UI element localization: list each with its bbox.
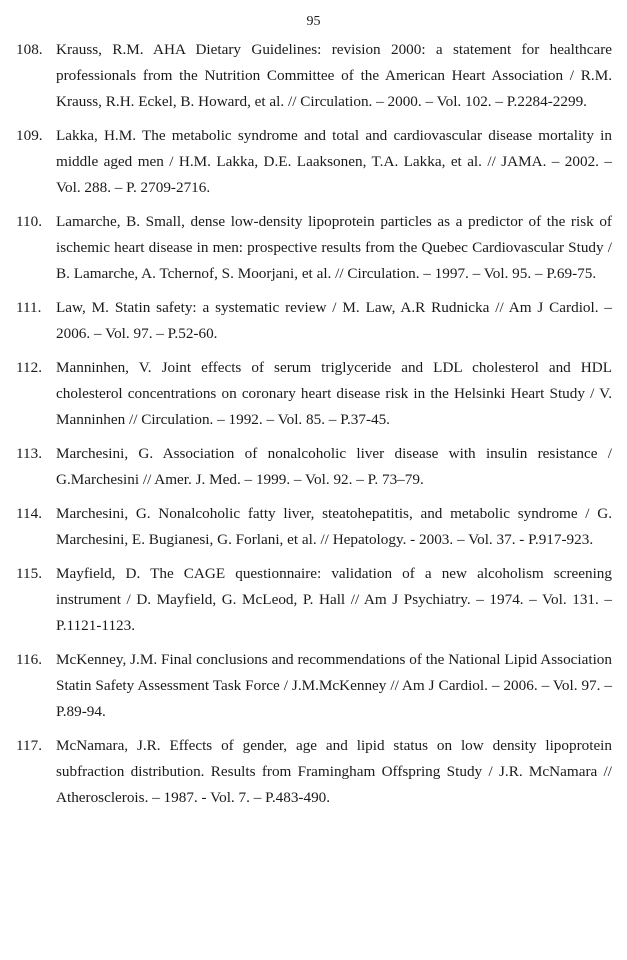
reference-item-112 [0,355,627,433]
reference-text: McNamara, J.R. Effects of gender, age and lipid status on low density lipoprotein subfraction distribution. Results from Framingham Offspring Study / J.R. McNamara // Atherosclerois. – 1987. - Vol. 7. – P.483-490. [56,737,612,806]
reference-item-111 [0,295,627,347]
reference-item-113 [0,441,627,493]
reference-text: Lakka, H.M. The metabolic syndrome and total and cardiovascular disease mortality in middle aged men / H.M. Lakka, D.E. Laaksonen, T.A. Lakka, et al. // JAMA. – 2002. – Vol. 288. – P. 2709-2716. [56,127,612,196]
reference-number: 109. [16,127,43,144]
reference-item-117 [0,733,627,811]
reference-number: 115. [16,565,43,582]
reference-number: 116. [16,651,43,668]
reference-number: 111. [16,299,42,316]
reference-item-116 [0,647,627,725]
reference-text: Mayfield, D. The CAGE questionnaire: validation of a new alcoholism screening instrument / D. Mayfield, G. McLeod, P. Hall // Am J Psychiatry. – 1974. – Vol. 131. – P.1121-1123. [56,565,612,634]
reference-list [0,37,627,819]
reference-number: 117. [16,737,43,754]
reference-number: 110. [16,213,43,230]
reference-text: Marchesini, G. Nonalcoholic fatty liver, steatohepatitis, and metabolic syndrome / G. Marchesini, E. Bugianesi, G. Forlani, et al. // Hepatology. - 2003. – Vol. 37. - P.917-923. [56,505,612,548]
reference-text: Manninhen, V. Joint effects of serum triglyceride and LDL cholesterol and HDL cholesterol concentrations on coronary heart disease risk in the Helsinki Heart Study / V. Manninhen // Circulation. – 1992. – Vol. 85. – P.37-45. [56,359,612,428]
reference-text: Lamarche, B. Small, dense low-density lipoprotein particles as a predictor of the risk of ischemic heart disease in men: prospective results from the Quebec Cardiovascular Study / B. Lamarche, A. Tchernof, S. Moorjani, et al. // Circulation. – 1997. – Vol. 95. – P.69-75. [56,213,612,282]
reference-item-110 [0,209,627,287]
reference-item-114 [0,501,627,553]
reference-text: Law, M. Statin safety: a systematic review / M. Law, A.R Rudnicka // Am J Cardiol. – 2006. – Vol. 97. – P.52-60. [56,299,612,342]
reference-item-109 [0,123,627,201]
reference-number: 114. [16,505,43,522]
reference-text: Marchesini, G. Association of nonalcoholic liver disease with insulin resistance / G.Marchesini // Amer. J. Med. – 1999. – Vol. 92. – P. 73–79. [56,445,612,488]
reference-number: 113. [16,445,43,462]
reference-text: McKenney, J.M. Final conclusions and recommendations of the National Lipid Association Statin Safety Assessment Task Force / J.M.McKenney // Am J Cardiol. – 2006. – Vol. 97. – P.89-94. [56,651,612,720]
page-number: 95 [306,14,321,29]
reference-number: 112. [16,359,43,376]
reference-item-115 [0,561,627,639]
reference-item-108 [0,37,627,115]
reference-text: Krauss, R.M. AHA Dietary Guidelines: revision 2000: a statement for healthcare professionals from the Nutrition Committee of the American Heart Association / R.M. Krauss, R.H. Eckel, B. Howard, et al. // Circulation. – 2000. – Vol. 102. – P.2284-2299. [56,41,612,110]
reference-number: 108. [16,41,43,58]
